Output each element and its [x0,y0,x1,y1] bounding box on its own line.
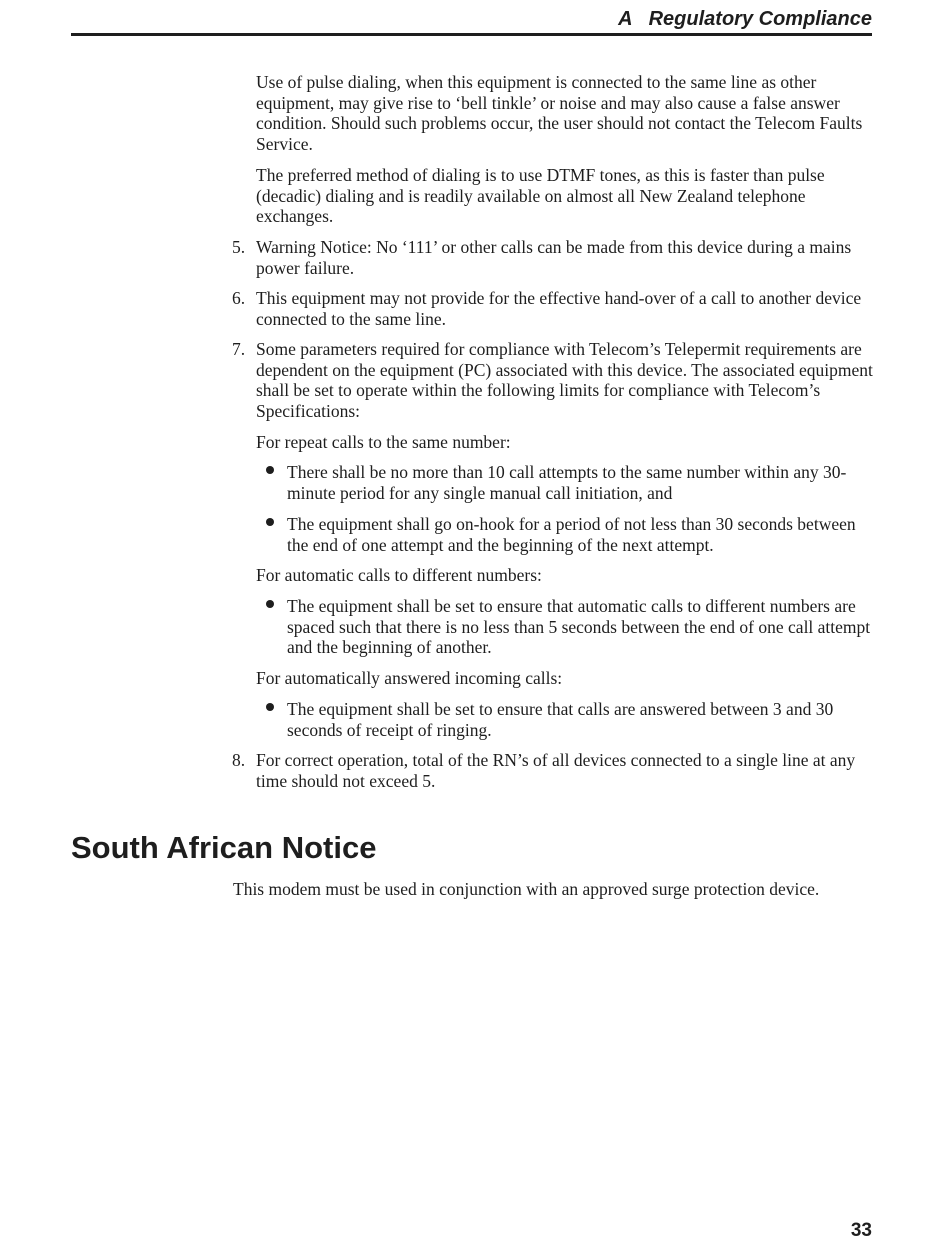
list-item-text: For correct operation, total of the RN’s of all devices connected to a single line at any time should not exceed 5. [256,750,856,791]
running-header [71,5,872,36]
page-number: 33 [850,1220,872,1241]
list-number: 6. [232,288,246,308]
list-item-text: Some parameters required for compliance with Telecom’s Telepermit requirements are dependent on the equipment (PC) associated with this device. The associated equipment shall be set to operate within the following limits for compliance with Telecom’s Specifications: [256,339,873,421]
bullet-text: The equipment shall be set to ensure that calls are answered between 3 and 30 seconds of receipt of ringing. [287,699,834,740]
list-number: 5. [232,237,246,257]
bullet-marker [266,518,274,526]
bullet-marker [266,600,274,608]
appendix-letter: A [618,7,633,30]
repeat-calls-intro: For repeat calls to the same number: [256,432,511,452]
list-number: 7. [232,339,246,359]
answered-calls-intro: For automatically answered incoming calls: [256,668,563,688]
bullet-text: There shall be no more than 10 call attempts to the same number within any 30-minute period for any single manual call initiation, and [287,462,847,503]
bullet-marker [266,703,274,711]
bullet-text: The equipment shall be set to ensure that automatic calls to different numbers are spaced such that there is no less than 5 seconds between the end of one call attempt and the beginning of another. [287,596,871,657]
list-item-text: Warning Notice: No ‘111’ or other calls can be made from this device during a mains power failure. [256,237,852,278]
section-heading: South African Notice [71,830,377,865]
list-number: 8. [232,750,246,770]
automatic-calls-intro: For automatic calls to different numbers: [256,565,542,585]
list-item-text: This equipment may not provide for the effective hand-over of a call to another device connected to the same line. [256,288,862,329]
pulse-dialing-paragraph: Use of pulse dialing, when this equipment is connected to the same line as other equipment, may give rise to ‘bell tinkle’ or noise and may also cause a false answer condition. Should such problems occur, the user should not contact the Telecom Faults Service. [256,72,863,154]
chapter-title: Regulatory Compliance [648,7,872,30]
dtmf-paragraph: The preferred method of dialing is to use DTMF tones, as this is faster than pulse (decadic) dialing and is readily available on almost all New Zealand telephone exchanges. [256,165,825,226]
south-african-notice-text: This modem must be used in conjunction with an approved surge protection device. [233,879,820,899]
bullet-marker [266,466,274,474]
bullet-text: The equipment shall go on-hook for a period of not less than 30 seconds between the end of one attempt and the beginning of the next attempt. [287,514,856,555]
